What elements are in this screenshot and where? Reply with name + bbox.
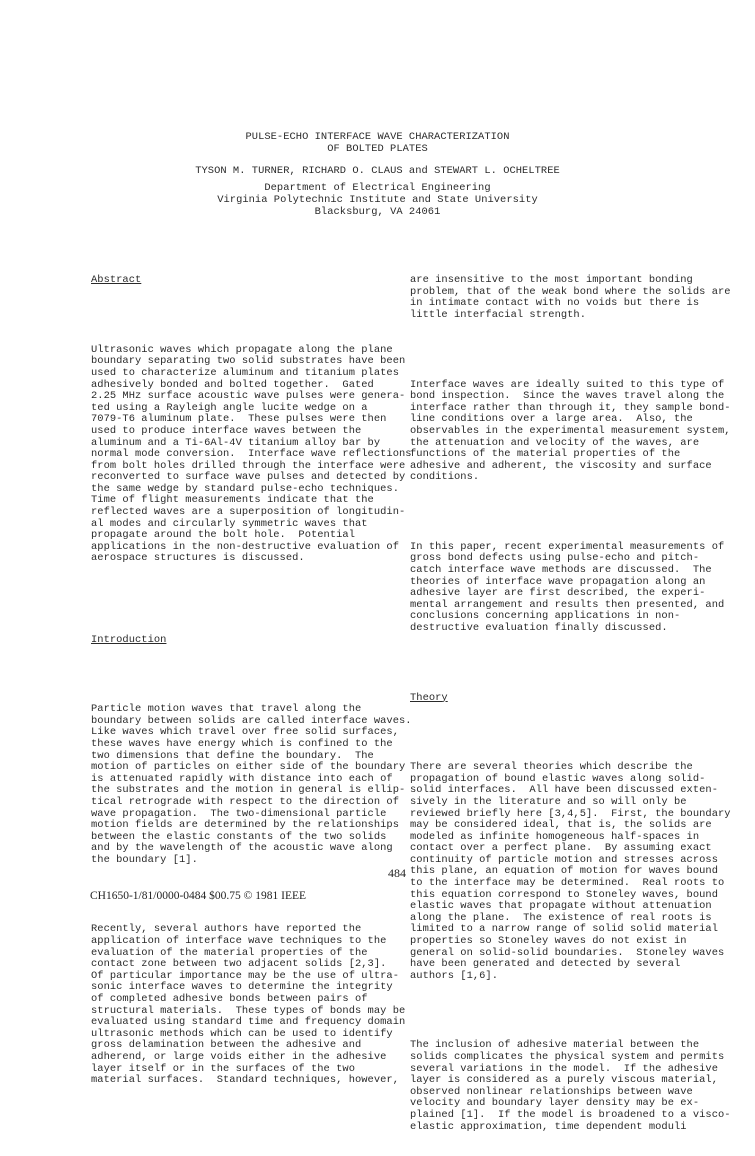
abstract-line: Ultrasonic waves which propagate along the plane <box>91 343 393 356</box>
affiliation-line-3: Blacksburg, VA 24061 <box>314 206 441 218</box>
text-line: to the interface may be determined. Real roots to <box>410 877 725 890</box>
abstract-line: aerospace structures is discussed. <box>91 552 305 565</box>
abstract-line: reconverted to surface wave pulses and detected by <box>91 471 406 484</box>
text-line: the attenuation and velocity of the waves, are <box>410 436 700 449</box>
text-line: layer itself or in the surfaces of the two <box>91 1062 355 1075</box>
copyright-line: CH1650-1/81/0000-0484 $00.75 © 1981 IEEE <box>90 890 307 902</box>
text-line: Interface waves are ideally suited to this type of <box>410 378 725 391</box>
affiliation-line-1: Department of Electrical Engineering <box>264 182 491 194</box>
text-line: wave propagation. The two-dimensional particle <box>91 807 387 820</box>
text-line: reviewed briefly here [3,4,5]. First, the boundary <box>410 807 731 820</box>
text-line: Of particular importance may be the use of ultra- <box>91 969 399 982</box>
left-column <box>91 252 412 1110</box>
abstract-line: from bolt holes drilled through the interface were <box>91 459 406 472</box>
introduction-paragraph-2 <box>91 924 412 1086</box>
abstract-line: Time of flight measurements indicate that the <box>91 494 374 507</box>
text-line: the boundary [1]. <box>91 853 198 866</box>
text-line: have been generated and detected by several <box>410 958 681 971</box>
text-line: is attenuated rapidly with distance into each of <box>91 772 393 785</box>
affiliation-line-2: Virginia Polytechnic Institute and State University <box>217 194 538 206</box>
text-line: conditions. <box>410 471 480 484</box>
text-line: little interfacial strength. <box>410 308 586 321</box>
abstract-heading: Abstract <box>91 274 142 287</box>
text-line: solids complicates the physical system and permits <box>410 1050 725 1063</box>
theory-heading: Theory <box>410 691 448 704</box>
text-line: The inclusion of adhesive material between the <box>410 1039 700 1052</box>
text-line: adhesive and adherent, the viscosity and surface <box>410 459 712 472</box>
abstract-line: al modes and circularly symmetric waves that <box>91 517 368 530</box>
text-line: interface rather than through it, they sample bond- <box>410 401 731 414</box>
text-line: motion fields are determined by the relationships <box>91 819 399 832</box>
paper-title-line-1: PULSE-ECHO INTERFACE WAVE CHARACTERIZATION <box>245 131 510 143</box>
text-line: catch interface wave methods are discussed. The <box>410 564 712 577</box>
body-paragraph-3 <box>410 542 731 635</box>
abstract-line: propagate around the bolt hole. Potential <box>91 529 355 542</box>
text-line: these waves have energy which is confined to the <box>91 737 393 750</box>
abstract-line: the same wedge by standard pulse-echo techniques. <box>91 482 399 495</box>
text-line: this plane, an equation of motion for waves bound <box>410 865 718 878</box>
text-line: tical retrograde with respect to the direction of <box>91 795 399 808</box>
text-line: velocity and boundary layer density may be ex- <box>410 1097 700 1110</box>
text-line: the substrates and the motion in general is ellip- <box>91 784 406 797</box>
theory-paragraph-1 <box>410 762 731 982</box>
text-line: propagation of bound elastic waves along solid- <box>410 772 706 785</box>
text-line: motion of particles on either side of the boundary <box>91 761 406 774</box>
theory-paragraph-2 <box>410 1040 731 1133</box>
text-line: Like waves which travel over free solid surfaces, <box>91 726 399 739</box>
text-line: destructive evaluation finally discussed. <box>410 622 668 634</box>
text-line: general on solid-solid boundaries. Stoneley waves <box>410 946 725 959</box>
text-line: elastic waves that propagate without attenuation <box>410 900 712 913</box>
abstract-line: ted using a Rayleigh angle lucite wedge on a <box>91 401 368 414</box>
paper-authors: TYSON M. TURNER, RICHARD O. CLAUS and STEWART L. OCHELTREE <box>195 165 560 177</box>
text-line: Recently, several authors have reported the <box>91 923 362 936</box>
text-line: modeled as infinite homogeneous half-spaces in <box>410 830 700 843</box>
text-line: ultrasonic methods which can be used to identify <box>91 1027 393 1040</box>
text-line: boundary between solids are called interface waves. <box>91 714 412 727</box>
abstract-line: aluminum and a Ti-6Al-4V titanium alloy bar by <box>91 436 381 449</box>
text-line: mental arrangement and results then presented, and <box>410 598 725 611</box>
text-line: several variations in the model. If the adhesive <box>410 1062 718 1075</box>
text-line: sively in the literature and so will only be <box>410 795 687 808</box>
text-line: evaluated using standard time and frequency domain <box>91 1016 406 1029</box>
abstract-line: 7079-T6 aluminum plate. These pulses were then <box>91 413 387 426</box>
text-line: layer is considered as a purely viscous material, <box>410 1074 718 1087</box>
text-line: bond inspection. Since the waves travel along the <box>410 390 725 403</box>
abstract-line: used to produce interface waves between the <box>91 424 362 437</box>
text-line: along the plane. The existence of real roots is <box>410 911 712 924</box>
text-line: between the elastic constants of the two solids <box>91 830 387 843</box>
abstract-line: used to characterize aluminum and titanium plates <box>91 366 399 379</box>
text-line: material surfaces. Standard techniques, however, <box>91 1074 399 1087</box>
text-line: contact zone between two adjacent solids [2,3]. <box>91 958 387 971</box>
text-line: observed nonlinear relationships between wave <box>410 1085 693 1098</box>
text-line: two dimensions that define the boundary. The <box>91 749 374 762</box>
text-line: conclusions concerning applications in non- <box>410 610 681 623</box>
text-line: structural materials. These types of bonds may be <box>91 1004 406 1017</box>
text-line: elastic approximation, time dependent moduli <box>410 1120 687 1133</box>
paper-title-line-2: OF BOLTED PLATES <box>327 143 428 155</box>
abstract-line: applications in the non-destructive evaluation of <box>91 540 399 553</box>
text-line: evaluation of the material properties of the <box>91 946 368 959</box>
text-line: properties so Stoneley waves do not exist in <box>410 935 687 948</box>
text-line: Particle motion waves that travel along the <box>91 703 362 716</box>
text-line: In this paper, recent experimental measurements of <box>410 540 725 553</box>
text-line: problem, that of the weak bond where the solids are <box>410 285 731 298</box>
text-line: adherend, or large voids either in the adhesive <box>91 1050 387 1063</box>
body-paragraph-2 <box>410 380 731 484</box>
text-line: contact over a perfect plane. By assuming exact <box>410 842 712 855</box>
text-line: of completed adhesive bonds between pairs of <box>91 993 368 1005</box>
abstract-line: reflected waves are a superposition of longitudin- <box>91 506 406 519</box>
text-line: observables in the experimental measurement system, <box>410 424 731 437</box>
introduction-paragraph-1 <box>91 704 412 866</box>
page-number: 484 <box>388 866 406 880</box>
abstract-line: adhesively bonded and bolted together. Gated <box>91 378 374 391</box>
text-line: in intimate contact with no voids but there is <box>410 297 700 310</box>
text-line: gross bond defects using pulse-echo and pitch- <box>410 552 700 565</box>
text-line: line conditions over a large area. Also, the <box>410 413 693 426</box>
text-line: may be considered ideal, that is, the solids are <box>410 819 712 832</box>
abstract-line: 2.25 MHz surface acoustic wave pulses were genera- <box>91 390 406 403</box>
text-line: are insensitive to the most important bonding <box>410 274 693 287</box>
text-line: gross delamination between the adhesive and <box>91 1039 362 1052</box>
abstract-line: boundary separating two solid substrates have been <box>91 355 406 368</box>
text-line: this equation correspond to Stoneley waves, bound <box>410 888 718 901</box>
text-line: adhesive layer are first described, the experi- <box>410 587 706 600</box>
text-line: application of interface wave techniques to the <box>91 935 387 948</box>
text-line: continuity of particle motion and stresses across <box>410 853 718 866</box>
text-line: and by the wavelength of the acoustic wave along <box>91 842 393 855</box>
abstract-line: normal mode conversion. Interface wave reflections <box>91 448 412 461</box>
text-line: theories of interface wave propagation along an <box>410 575 706 588</box>
text-line: plained [1]. If the model is broadened to a visco- <box>410 1108 731 1121</box>
text-line: limited to a narrow range of solid solid material <box>410 923 718 936</box>
body-paragraph-1 <box>410 275 731 321</box>
text-line: sonic interface waves to determine the integrity <box>91 981 393 994</box>
text-line: solid interfaces. All have been discussed exten- <box>410 784 718 797</box>
text-line: There are several theories which describe the <box>410 761 693 774</box>
right-column <box>410 252 731 1156</box>
text-line: functions of the material properties of the <box>410 448 681 461</box>
introduction-heading: Introduction <box>91 633 167 646</box>
text-line: authors [1,6]. <box>410 969 498 982</box>
abstract-paragraph <box>91 345 412 565</box>
